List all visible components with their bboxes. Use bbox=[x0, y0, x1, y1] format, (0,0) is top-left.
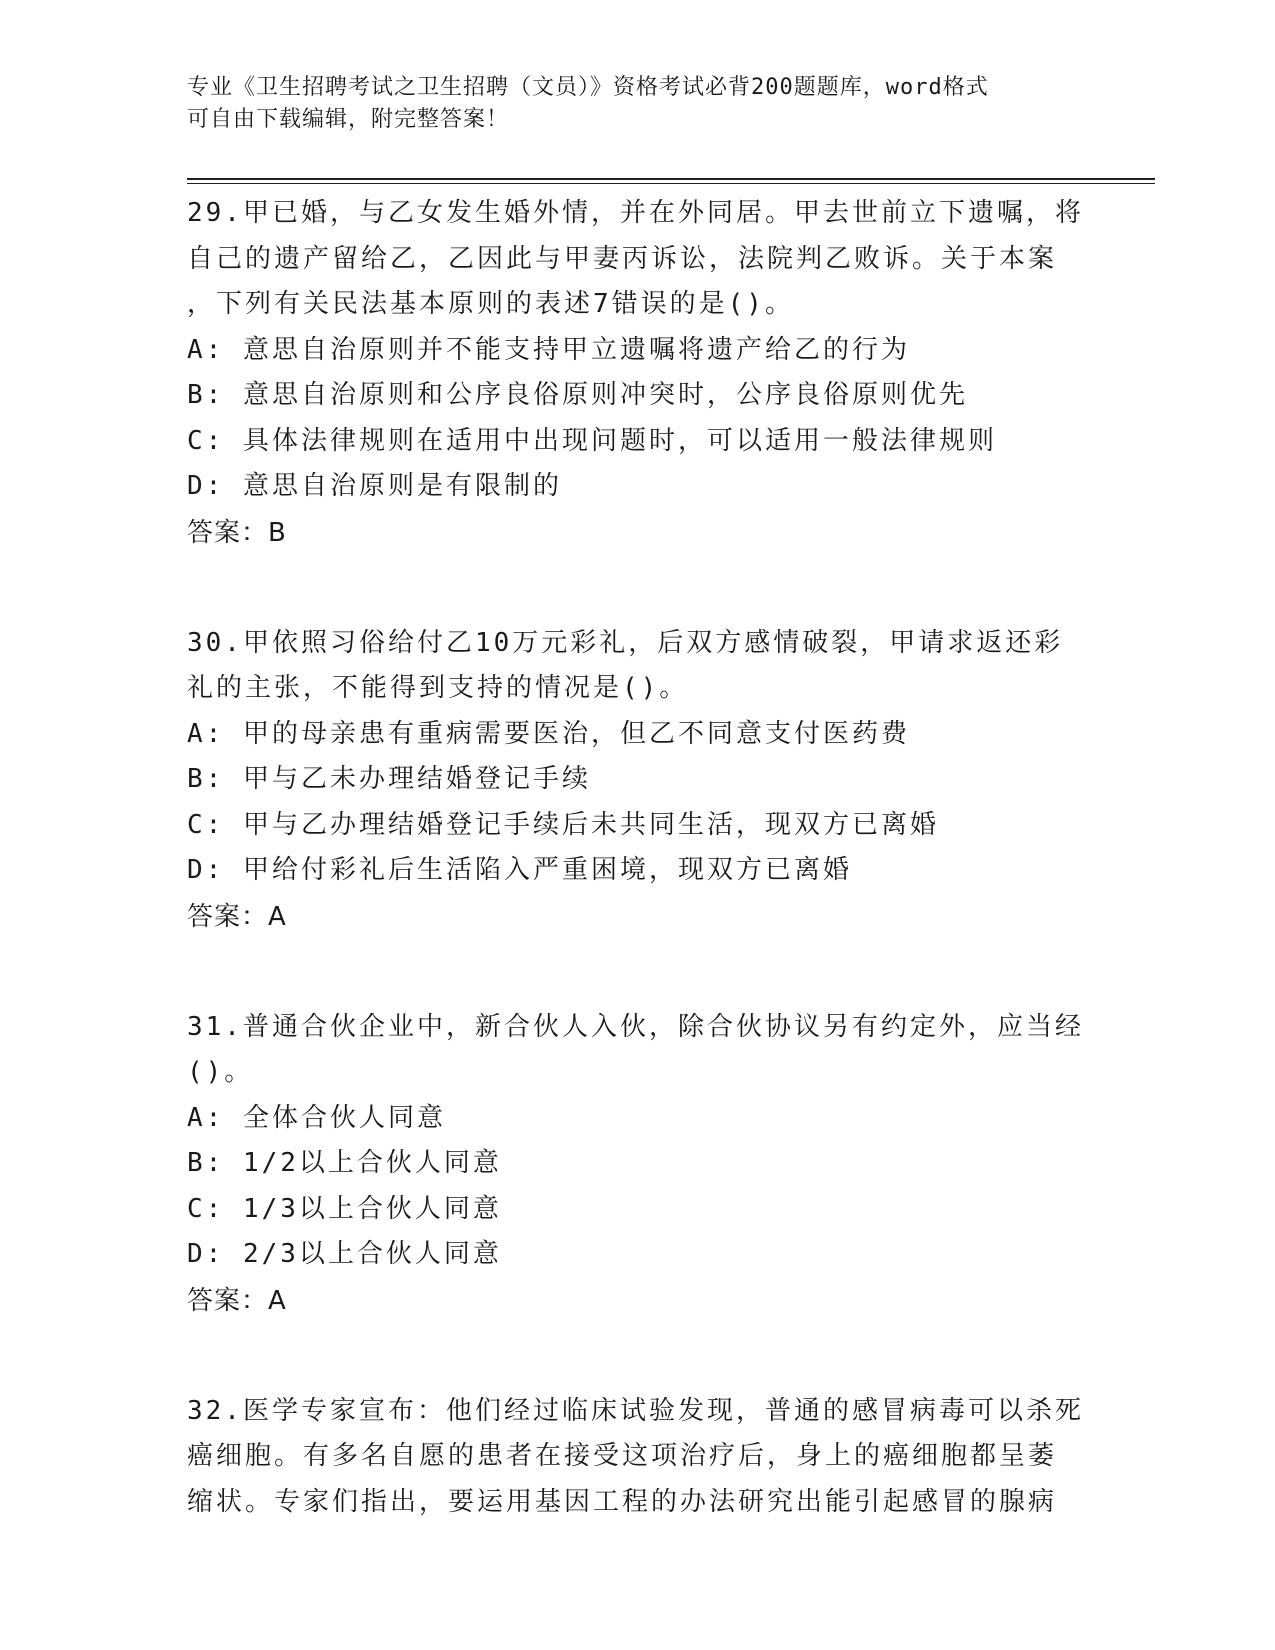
question-stem-line: 礼的主张，不能得到支持的情况是()。 bbox=[187, 673, 689, 703]
question-stem-line: 31.普通合伙企业中，新合伙人入伙，除合伙协议另有约定外，应当经 bbox=[187, 1011, 1084, 1042]
header-line-1: 专业《卫生招聘考试之卫生招聘（文员）》资格考试必背200题题库，word格式 bbox=[187, 75, 989, 100]
option-d: D: 意思自治原则是有限制的 bbox=[187, 471, 562, 501]
header-divider-thick bbox=[187, 178, 1155, 180]
question-stem-line: ，下列有关民法基本原则的表述7错误的是()。 bbox=[187, 289, 794, 319]
option-c: C: 甲与乙办理结婚登记手续后未共同生活，现双方已离婚 bbox=[187, 809, 939, 840]
question-spacer bbox=[187, 556, 1087, 621]
answer-label: 答案：B bbox=[187, 517, 287, 548]
question-stem-line: ()。 bbox=[187, 1057, 254, 1087]
option-a: A: 意思自治原则并不能支持甲立遗嘱将遗产给乙的行为 bbox=[187, 334, 910, 365]
question-list bbox=[187, 191, 1087, 1525]
question-stem-line: 自己的遗产留给乙，乙因此与甲妻丙诉讼，法院判乙败诉。关于本案 bbox=[187, 243, 1058, 274]
question-spacer bbox=[187, 1324, 1087, 1389]
header-line-2: 可自由下载编辑，附完整答案！ bbox=[187, 107, 510, 132]
question-spacer bbox=[187, 940, 1087, 1005]
question-stem-line: 缩状。专家们指出，要运用基因工程的办法研究出能引起感冒的腺病 bbox=[187, 1486, 1058, 1517]
option-d: D: 2/3以上合伙人同意 bbox=[187, 1239, 502, 1269]
question-30 bbox=[187, 621, 1087, 940]
option-c: C: 1/3以上合伙人同意 bbox=[187, 1193, 502, 1224]
option-c: C: 具体法律规则在适用中出现问题时，可以适用一般法律规则 bbox=[187, 425, 997, 456]
question-31 bbox=[187, 1005, 1087, 1324]
answer-label: 答案：A bbox=[187, 901, 287, 932]
answer-label: 答案：A bbox=[187, 1285, 287, 1316]
option-a: A: 甲的母亲患有重病需要医治，但乙不同意支付医药费 bbox=[187, 718, 910, 749]
question-stem-line: 32.医学专家宣布：他们经过临床试验发现，普通的感冒病毒可以杀死 bbox=[187, 1395, 1084, 1426]
question-32 bbox=[187, 1389, 1087, 1526]
option-a: A: 全体合伙人同意 bbox=[187, 1102, 446, 1133]
header-divider-thin bbox=[187, 183, 1155, 184]
option-d: D: 甲给付彩礼后生活陷入严重困境，现双方已离婚 bbox=[187, 855, 852, 885]
question-stem-line: 癌细胞。有多名自愿的患者在接受这项治疗后，身上的癌细胞都呈萎 bbox=[187, 1441, 1058, 1471]
question-stem-line: 30.甲依照习俗给付乙10万元彩礼，后双方感情破裂，甲请求返还彩 bbox=[187, 627, 1064, 658]
option-b: B: 意思自治原则和公序良俗原则冲突时，公序良俗原则优先 bbox=[187, 380, 968, 410]
option-b: B: 甲与乙未办理结婚登记手续 bbox=[187, 764, 591, 794]
document-header bbox=[187, 72, 1067, 136]
question-stem-line: 29.甲已婚，与乙女发生婚外情，并在外同居。甲去世前立下遗嘱，将 bbox=[187, 198, 1084, 228]
question-29 bbox=[187, 191, 1087, 556]
option-b: B: 1/2以上合伙人同意 bbox=[187, 1148, 502, 1178]
